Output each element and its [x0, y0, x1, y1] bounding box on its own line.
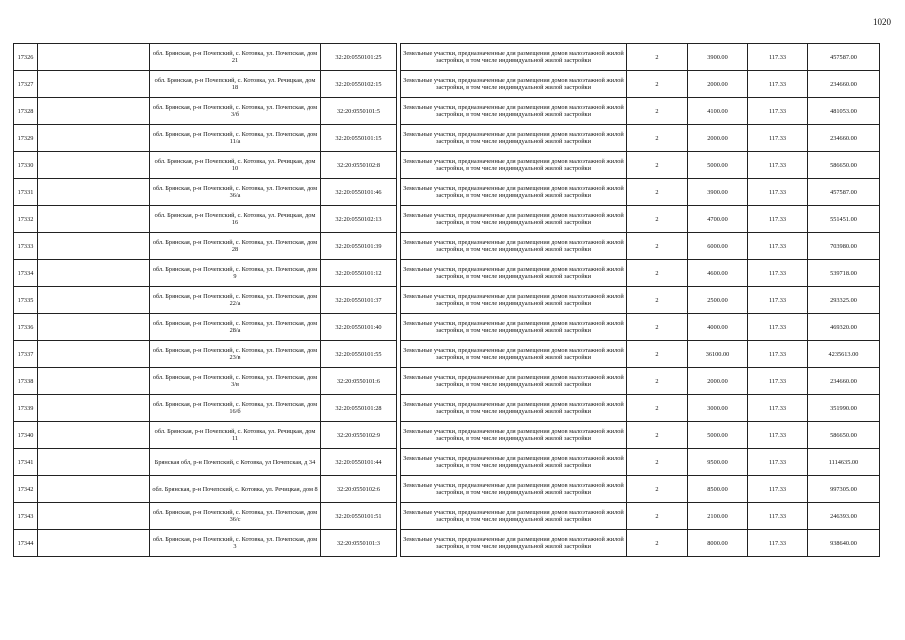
table-row [14, 530, 880, 557]
row-id-cell: 17331 [14, 179, 38, 206]
total-value-cell: 481053.00 [808, 98, 880, 125]
rate-cell: 117.33 [748, 260, 808, 287]
total-value-cell: 586650.00 [808, 152, 880, 179]
total-value-cell: 234660.00 [808, 71, 880, 98]
cadastral-number-cell: 32:20:0550101:51 [321, 503, 397, 530]
blank-cell [38, 233, 150, 260]
area-cell: 5000.00 [688, 152, 748, 179]
row-id-cell: 17338 [14, 368, 38, 395]
cadastral-number-cell: 32:20:0550101:44 [321, 449, 397, 476]
row-id-cell: 17339 [14, 395, 38, 422]
table-row [14, 314, 880, 341]
cadastral-number-cell: 32:20:0550101:12 [321, 260, 397, 287]
row-id-cell: 17342 [14, 476, 38, 503]
rate-cell: 117.33 [748, 71, 808, 98]
row-id-cell: 17344 [14, 530, 38, 557]
table-row [14, 71, 880, 98]
land-purpose-cell: Земельные участки, предназначенные для размещения домов малоэтажной жилой застройки, в том числе индивидуальной жилой застройки [401, 179, 627, 206]
cadastral-number-cell: 32:20:0550101:40 [321, 314, 397, 341]
rate-cell: 117.33 [748, 395, 808, 422]
cadastral-number-cell: 32:20:0550102:9 [321, 422, 397, 449]
address-cell: обл. Брянская, р-н Почепский, с. Котовка, ул. Речицкая, дом 16 [150, 206, 321, 233]
table-row [14, 260, 880, 287]
rate-cell: 117.33 [748, 152, 808, 179]
table-row [14, 206, 880, 233]
address-cell: обл. Брянская, р-н Почепский, с. Котовка, ул. Почепская, дом 22/а [150, 287, 321, 314]
page-number: 1020 [873, 17, 891, 27]
row-id-cell: 17333 [14, 233, 38, 260]
category-count-cell: 2 [627, 341, 688, 368]
category-count-cell: 2 [627, 449, 688, 476]
table-row [14, 44, 880, 71]
cadastral-number-cell: 32:20:0550102:6 [321, 476, 397, 503]
land-purpose-cell: Земельные участки, предназначенные для размещения домов малоэтажной жилой застройки, в том числе индивидуальной жилой застройки [401, 125, 627, 152]
land-purpose-cell: Земельные участки, предназначенные для размещения домов малоэтажной жилой застройки, в том числе индивидуальной жилой застройки [401, 314, 627, 341]
rate-cell: 117.33 [748, 314, 808, 341]
blank-cell [38, 44, 150, 71]
total-value-cell: 457587.00 [808, 44, 880, 71]
table-row [14, 287, 880, 314]
address-cell: обл. Брянская, р-н Почепский, с. Котовка, ул. Почепская, дом 3/б [150, 98, 321, 125]
category-count-cell: 2 [627, 368, 688, 395]
rate-cell: 117.33 [748, 233, 808, 260]
area-cell: 2000.00 [688, 368, 748, 395]
blank-cell [38, 314, 150, 341]
row-id-cell: 17330 [14, 152, 38, 179]
rate-cell: 117.33 [748, 287, 808, 314]
area-cell: 2000.00 [688, 125, 748, 152]
address-cell: Брянская обл, р-н Почепский, с Котовка, ул Почепская, д 34 [150, 449, 321, 476]
area-cell: 3000.00 [688, 395, 748, 422]
table-row [14, 422, 880, 449]
area-cell: 3900.00 [688, 44, 748, 71]
cadastral-number-cell: 32:20:0550101:37 [321, 287, 397, 314]
address-cell: обл. Брянская, р-н Почепский, с. Котовка, ул. Почепская, дом 16/б [150, 395, 321, 422]
table-row [14, 125, 880, 152]
area-cell: 4700.00 [688, 206, 748, 233]
address-cell: обл. Брянская, р-н Почепский, с. Котовка, ул. Почепская, дом 11/а [150, 125, 321, 152]
category-count-cell: 2 [627, 125, 688, 152]
row-id-cell: 17336 [14, 314, 38, 341]
blank-cell [38, 179, 150, 206]
total-value-cell: 293325.00 [808, 287, 880, 314]
total-value-cell: 246393.00 [808, 503, 880, 530]
address-cell: обл. Брянская, р-н Почепский, с. Котовка, ул. Почепская, дом 3/в [150, 368, 321, 395]
cadastral-number-cell: 32:20:0550101:6 [321, 368, 397, 395]
category-count-cell: 2 [627, 422, 688, 449]
table-row [14, 503, 880, 530]
cadastral-number-cell: 32:20:0550102:13 [321, 206, 397, 233]
land-purpose-cell: Земельные участки, предназначенные для размещения домов малоэтажной жилой застройки, в том числе индивидуальной жилой застройки [401, 71, 627, 98]
address-cell: обл. Брянская, р-н Почепский, с. Котовка, ул. Речицкая, дом 8 [150, 476, 321, 503]
land-purpose-cell: Земельные участки, предназначенные для размещения домов малоэтажной жилой застройки, в том числе индивидуальной жилой застройки [401, 503, 627, 530]
cadastral-number-cell: 32:20:0550101:15 [321, 125, 397, 152]
rate-cell: 117.33 [748, 206, 808, 233]
table-row [14, 476, 880, 503]
land-purpose-cell: Земельные участки, предназначенные для размещения домов малоэтажной жилой застройки, в том числе индивидуальной жилой застройки [401, 44, 627, 71]
total-value-cell: 457587.00 [808, 179, 880, 206]
category-count-cell: 2 [627, 395, 688, 422]
cadastral-number-cell: 32:20:0550101:28 [321, 395, 397, 422]
land-purpose-cell: Земельные участки, предназначенные для размещения домов малоэтажной жилой застройки, в том числе индивидуальной жилой застройки [401, 98, 627, 125]
address-cell: обл. Брянская, р-н Почепский, с. Котовка, ул. Почепская, дом 21 [150, 44, 321, 71]
rate-cell: 117.33 [748, 98, 808, 125]
land-purpose-cell: Земельные участки, предназначенные для размещения домов малоэтажной жилой застройки, в том числе индивидуальной жилой застройки [401, 206, 627, 233]
total-value-cell: 469320.00 [808, 314, 880, 341]
rate-cell: 117.33 [748, 368, 808, 395]
area-cell: 8000.00 [688, 530, 748, 557]
rate-cell: 117.33 [748, 449, 808, 476]
table-row [14, 395, 880, 422]
land-purpose-cell: Земельные участки, предназначенные для размещения домов малоэтажной жилой застройки, в том числе индивидуальной жилой застройки [401, 449, 627, 476]
blank-cell [38, 530, 150, 557]
category-count-cell: 2 [627, 71, 688, 98]
address-cell: обл. Брянская, р-н Почепский, с. Котовка, ул. Почепская, дом 36/с [150, 503, 321, 530]
area-cell: 4100.00 [688, 98, 748, 125]
area-cell: 8500.00 [688, 476, 748, 503]
area-cell: 2500.00 [688, 287, 748, 314]
row-id-cell: 17332 [14, 206, 38, 233]
area-cell: 6000.00 [688, 233, 748, 260]
cadastral-number-cell: 32:20:0550101:25 [321, 44, 397, 71]
table-row [14, 233, 880, 260]
land-purpose-cell: Земельные участки, предназначенные для размещения домов малоэтажной жилой застройки, в том числе индивидуальной жилой застройки [401, 260, 627, 287]
area-cell: 9500.00 [688, 449, 748, 476]
blank-cell [38, 71, 150, 98]
blank-cell [38, 152, 150, 179]
row-id-cell: 17329 [14, 125, 38, 152]
blank-cell [38, 422, 150, 449]
blank-cell [38, 395, 150, 422]
row-id-cell: 17335 [14, 287, 38, 314]
total-value-cell: 1114635.00 [808, 449, 880, 476]
row-id-cell: 17337 [14, 341, 38, 368]
category-count-cell: 2 [627, 314, 688, 341]
blank-cell [38, 476, 150, 503]
land-purpose-cell: Земельные участки, предназначенные для размещения домов малоэтажной жилой застройки, в том числе индивидуальной жилой застройки [401, 341, 627, 368]
total-value-cell: 938640.00 [808, 530, 880, 557]
total-value-cell: 586650.00 [808, 422, 880, 449]
total-value-cell: 234660.00 [808, 368, 880, 395]
rate-cell: 117.33 [748, 125, 808, 152]
total-value-cell: 4235613.00 [808, 341, 880, 368]
address-cell: обл. Брянская, р-н Почепский, с. Котовка, ул. Почепская, дом 28/а [150, 314, 321, 341]
area-cell: 2100.00 [688, 503, 748, 530]
area-cell: 4600.00 [688, 260, 748, 287]
table-row [14, 368, 880, 395]
address-cell: обл. Брянская, р-н Почепский, с. Котовка, ул. Почепская, дом 36/а [150, 179, 321, 206]
area-cell: 3900.00 [688, 179, 748, 206]
rate-cell: 117.33 [748, 422, 808, 449]
category-count-cell: 2 [627, 98, 688, 125]
blank-cell [38, 287, 150, 314]
table-row [14, 98, 880, 125]
category-count-cell: 2 [627, 287, 688, 314]
land-purpose-cell: Земельные участки, предназначенные для размещения домов малоэтажной жилой застройки, в том числе индивидуальной жилой застройки [401, 476, 627, 503]
land-purpose-cell: Земельные участки, предназначенные для размещения домов малоэтажной жилой застройки, в том числе индивидуальной жилой застройки [401, 368, 627, 395]
blank-cell [38, 341, 150, 368]
table-row [14, 341, 880, 368]
row-id-cell: 17340 [14, 422, 38, 449]
blank-cell [38, 125, 150, 152]
rate-cell: 117.33 [748, 341, 808, 368]
row-id-cell: 17326 [14, 44, 38, 71]
cadastral-number-cell: 32:20:0550102:8 [321, 152, 397, 179]
area-cell: 4000.00 [688, 314, 748, 341]
address-cell: обл. Брянская, р-н Почепский, с. Котовка, ул. Речицкая, дом 11 [150, 422, 321, 449]
rate-cell: 117.33 [748, 503, 808, 530]
address-cell: обл. Брянская, р-н Почепский, с. Котовка, ул. Почепская, дом 23/в [150, 341, 321, 368]
table-body [14, 44, 880, 557]
category-count-cell: 2 [627, 503, 688, 530]
rate-cell: 117.33 [748, 179, 808, 206]
cadastral-number-cell: 32:20:0550102:15 [321, 71, 397, 98]
land-purpose-cell: Земельные участки, предназначенные для размещения домов малоэтажной жилой застройки, в том числе индивидуальной жилой застройки [401, 152, 627, 179]
category-count-cell: 2 [627, 44, 688, 71]
total-value-cell: 551451.00 [808, 206, 880, 233]
rate-cell: 117.33 [748, 476, 808, 503]
total-value-cell: 234660.00 [808, 125, 880, 152]
table-row [14, 449, 880, 476]
blank-cell [38, 98, 150, 125]
cadastral-number-cell: 32:20:0550101:39 [321, 233, 397, 260]
category-count-cell: 2 [627, 233, 688, 260]
row-id-cell: 17341 [14, 449, 38, 476]
rate-cell: 117.33 [748, 530, 808, 557]
category-count-cell: 2 [627, 476, 688, 503]
row-id-cell: 17328 [14, 98, 38, 125]
cadastral-number-cell: 32:20:0550101:3 [321, 530, 397, 557]
table-row [14, 152, 880, 179]
table-row [14, 179, 880, 206]
address-cell: обл. Брянская, р-н Почепский, с. Котовка, ул. Почепская, дом 9 [150, 260, 321, 287]
cadastral-number-cell: 32:20:0550101:46 [321, 179, 397, 206]
category-count-cell: 2 [627, 260, 688, 287]
cadastral-number-cell: 32:20:0550101:55 [321, 341, 397, 368]
total-value-cell: 997305.00 [808, 476, 880, 503]
total-value-cell: 703980.00 [808, 233, 880, 260]
land-purpose-cell: Земельные участки, предназначенные для размещения домов малоэтажной жилой застройки, в том числе индивидуальной жилой застройки [401, 422, 627, 449]
land-purpose-cell: Земельные участки, предназначенные для размещения домов малоэтажной жилой застройки, в том числе индивидуальной жилой застройки [401, 233, 627, 260]
land-purpose-cell: Земельные участки, предназначенные для размещения домов малоэтажной жилой застройки, в том числе индивидуальной жилой застройки [401, 530, 627, 557]
cadastral-number-cell: 32:20:0550101:5 [321, 98, 397, 125]
row-id-cell: 17334 [14, 260, 38, 287]
category-count-cell: 2 [627, 179, 688, 206]
blank-cell [38, 368, 150, 395]
blank-cell [38, 206, 150, 233]
blank-cell [38, 260, 150, 287]
land-purpose-cell: Земельные участки, предназначенные для размещения домов малоэтажной жилой застройки, в том числе индивидуальной жилой застройки [401, 287, 627, 314]
row-id-cell: 17327 [14, 71, 38, 98]
area-cell: 5000.00 [688, 422, 748, 449]
total-value-cell: 351990.00 [808, 395, 880, 422]
row-id-cell: 17343 [14, 503, 38, 530]
area-cell: 36100.00 [688, 341, 748, 368]
address-cell: обл. Брянская, р-н Почепский, с. Котовка, ул. Почепская, дом 3 [150, 530, 321, 557]
area-cell: 2000.00 [688, 71, 748, 98]
category-count-cell: 2 [627, 530, 688, 557]
total-value-cell: 539718.00 [808, 260, 880, 287]
land-register-table [13, 43, 880, 557]
blank-cell [38, 449, 150, 476]
category-count-cell: 2 [627, 206, 688, 233]
land-purpose-cell: Земельные участки, предназначенные для размещения домов малоэтажной жилой застройки, в том числе индивидуальной жилой застройки [401, 395, 627, 422]
blank-cell [38, 503, 150, 530]
address-cell: обл. Брянская, р-н Почепский, с. Котовка, ул. Речицкая, дом 10 [150, 152, 321, 179]
rate-cell: 117.33 [748, 44, 808, 71]
address-cell: обл. Брянская, р-н Почепский, с. Котовка, ул. Речицкая, дом 18 [150, 71, 321, 98]
address-cell: обл. Брянская, р-н Почепский, с. Котовка, ул. Почепская, дом 28 [150, 233, 321, 260]
category-count-cell: 2 [627, 152, 688, 179]
